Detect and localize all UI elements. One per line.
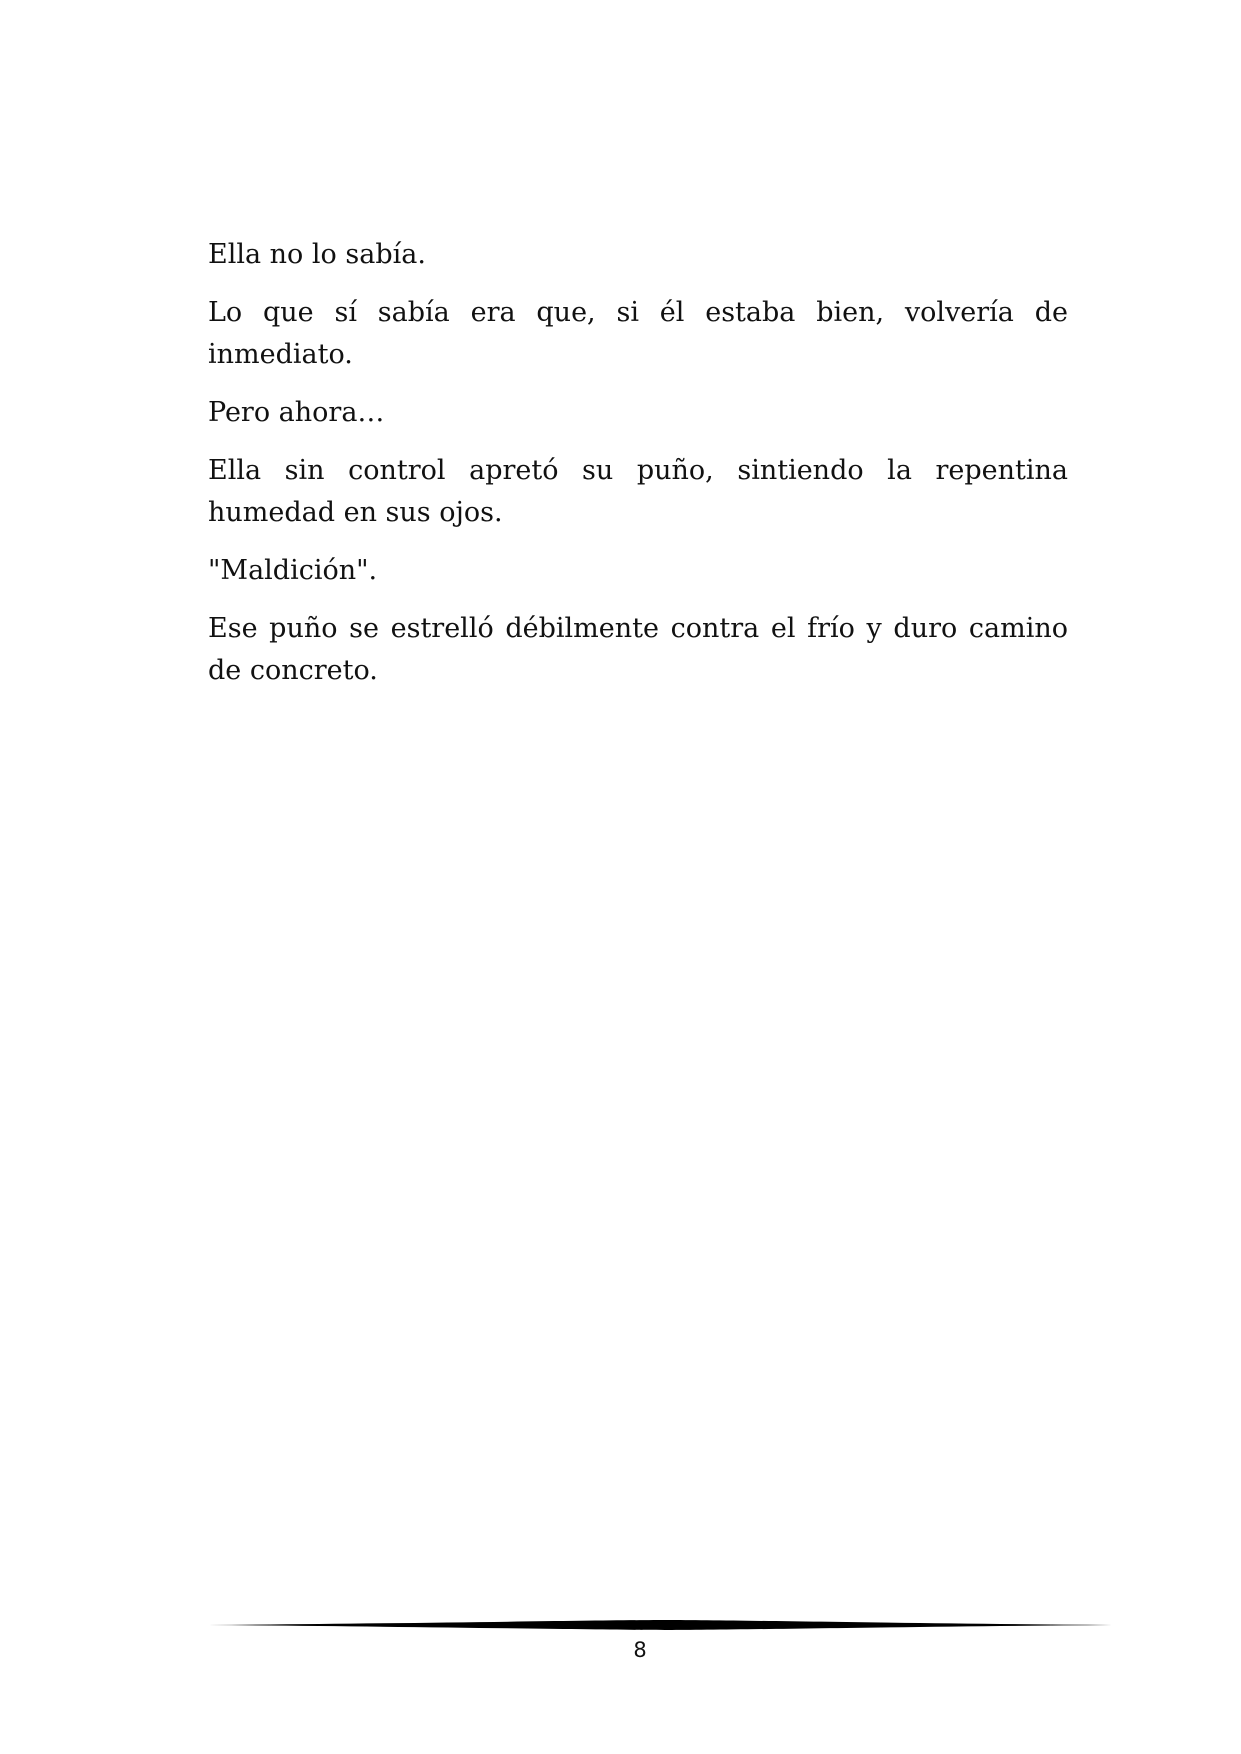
paragraph-1: Ella no lo sabía.: [208, 239, 426, 270]
paragraph-6: Ese puño se estrelló débilmente contra el frío y duro camino de concreto.: [208, 613, 1068, 686]
paragraph-4: Ella sin control apretó su puño, sintiendo la repentina humedad en sus ojos.: [208, 455, 1068, 528]
footer-rule-swash: [208, 1620, 1112, 1630]
paragraph-3: Pero ahora…: [208, 397, 385, 428]
footer-rule: [208, 1618, 1112, 1632]
paragraph-2: Lo que sí sabía era que, si él estaba bien, volvería de inmediato.: [208, 297, 1068, 370]
body-text: [208, 234, 1068, 708]
paragraph-5: "Maldición".: [208, 555, 378, 586]
page-number: 8: [633, 1638, 647, 1662]
